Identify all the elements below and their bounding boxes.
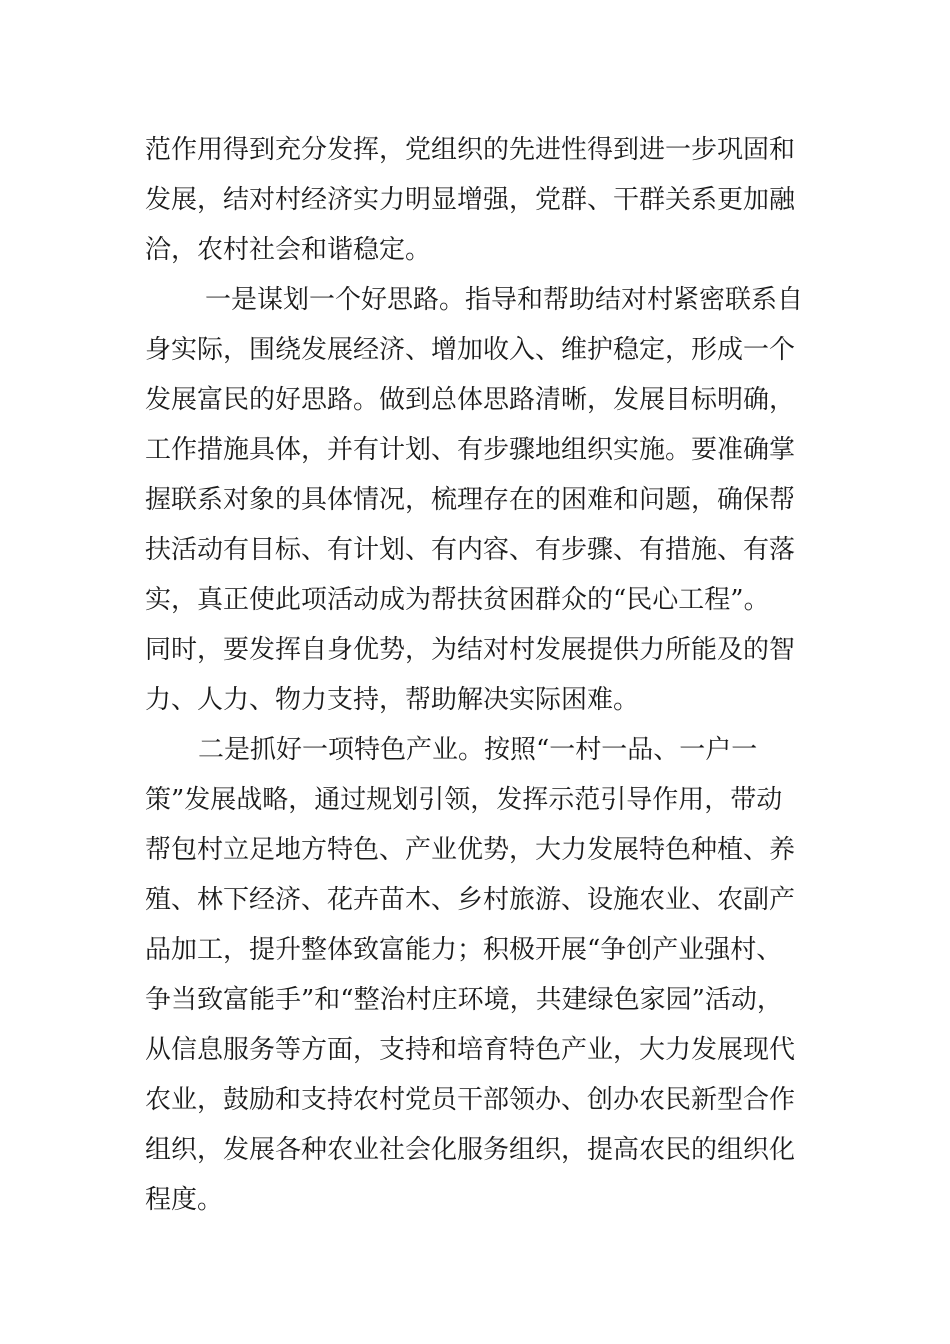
text-line: 组织，发展各种农业社会化服务组织，提高农民的组织化 <box>145 1135 796 1165</box>
text-line: 程度。 <box>145 1185 224 1215</box>
paragraph-first-line: 一是谋划一个好思路。指导和帮助结对村紧密联系自 <box>205 285 804 315</box>
text-line: 品加工，提升整体致富能力；积极开展“争创产业强村、 <box>145 935 783 965</box>
text-line: 从信息服务等方面，支持和培育特色产业，大力发展现代 <box>145 1035 796 1065</box>
text-line: 扶活动有目标、有计划、有内容、有步骤、有措施、有落 <box>145 535 796 565</box>
text-line: 发展，结对村经济实力明显增强，党群、干群关系更加融 <box>145 185 796 215</box>
text-line: 帮包村立足地方特色、产业优势，大力发展特色种植、养 <box>145 835 796 865</box>
text-line: 争当致富能手”和“整治村庄环境，共建绿色家园”活动， <box>145 985 783 1015</box>
text-line: 策”发展战略，通过规划引领，发挥示范引导作用，带动 <box>145 785 783 815</box>
text-line: 同时，要发挥自身优势，为结对村发展提供力所能及的智 <box>145 635 796 665</box>
paragraph-first-line: 二是抓好一项特色产业。按照“一村一品、一户一 <box>198 735 758 765</box>
text-line: 洽，农村社会和谐稳定。 <box>145 235 432 265</box>
text-line: 握联系对象的具体情况，梳理存在的困难和问题，确保帮 <box>145 485 796 515</box>
text-line: 殖、林下经济、花卉苗木、乡村旅游、设施农业、农副产 <box>145 885 796 915</box>
text-line: 力、人力、物力支持，帮助解决实际困难。 <box>145 685 640 715</box>
text-line: 工作措施具体，并有计划、有步骤地组织实施。要准确掌 <box>145 435 796 465</box>
text-line: 实，真正使此项活动成为帮扶贫困群众的“民心工程”。 <box>145 585 770 615</box>
text-line: 农业，鼓励和支持农村党员干部领办、创办农民新型合作 <box>145 1085 796 1115</box>
text-line: 范作用得到充分发挥，党组织的先进性得到进一步巩固和 <box>145 135 796 165</box>
text-line: 身实际，围绕发展经济、增加收入、维护稳定，形成一个 <box>145 335 796 365</box>
text-line: 发展富民的好思路。做到总体思路清晰，发展目标明确， <box>145 385 796 415</box>
